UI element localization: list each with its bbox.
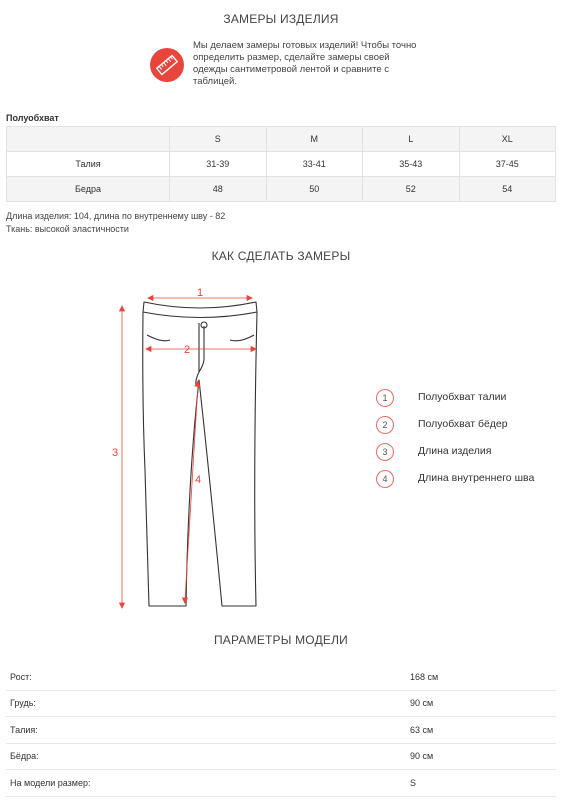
inseam-measure-arrow-bottom bbox=[183, 598, 188, 603]
table-cell: 37-45 bbox=[459, 152, 556, 177]
model-param-label: На модели размер: bbox=[6, 770, 409, 797]
size-header-row bbox=[7, 127, 556, 152]
table-row bbox=[6, 690, 556, 717]
table-row bbox=[6, 717, 556, 744]
legend-number: 1 bbox=[376, 389, 394, 407]
legend-number: 3 bbox=[376, 443, 394, 461]
table-cell: 52 bbox=[363, 177, 460, 202]
model-title: ПАРАМЕТРЫ МОДЕЛИ bbox=[213, 633, 349, 647]
size-table-label: Полуобхват bbox=[6, 113, 59, 123]
table-row bbox=[6, 743, 556, 770]
marker-3: 3 bbox=[112, 447, 119, 459]
marker-4: 4 bbox=[195, 474, 202, 486]
marker-2: 2 bbox=[184, 344, 191, 356]
legend-label: Полуобхват бёдер bbox=[418, 418, 508, 430]
model-param-value: S bbox=[409, 770, 556, 797]
size-header-cell: XL bbox=[459, 127, 556, 152]
pants-diagram bbox=[100, 280, 280, 620]
measuring-tape-icon bbox=[150, 48, 184, 82]
inseam-measure-line bbox=[185, 384, 198, 600]
table-cell: 48 bbox=[170, 177, 267, 202]
size-table bbox=[6, 126, 556, 202]
table-row bbox=[6, 770, 556, 797]
model-param-value: 90 см bbox=[409, 690, 556, 717]
pants-waistband bbox=[143, 302, 257, 318]
legend-label: Длина внутреннего шва bbox=[418, 472, 535, 484]
row-label: Талия bbox=[7, 152, 170, 177]
legend-number: 4 bbox=[376, 470, 394, 488]
waist-measure-arrow-left bbox=[148, 296, 153, 301]
hip-measure-arrow-right bbox=[251, 347, 256, 352]
model-param-label: Грудь: bbox=[6, 690, 409, 717]
length-note: Длина изделия: 104, длина по внутреннему шву - 82 bbox=[6, 211, 226, 221]
pants-outline bbox=[143, 312, 257, 606]
size-header-empty bbox=[7, 127, 170, 152]
pants-pocket-left bbox=[147, 335, 170, 341]
length-measure-arrow-top bbox=[120, 306, 125, 311]
table-cell: 33-41 bbox=[266, 152, 363, 177]
intro-line: Мы делаем замеры готовых изделий! Чтобы точно bbox=[193, 40, 417, 51]
table-cell: 54 bbox=[459, 177, 556, 202]
fabric-note: Ткань: высокой эластичности bbox=[6, 224, 129, 234]
intro-text bbox=[193, 40, 433, 88]
table-row bbox=[6, 664, 556, 690]
table-cell: 50 bbox=[266, 177, 363, 202]
model-param-value: 63 см bbox=[409, 717, 556, 744]
intro-line: определить размер, сделайте замеры своей bbox=[193, 52, 390, 63]
intro-line: одежды сантиметровой лентой и сравните с bbox=[193, 64, 390, 75]
page-title: ЗАМЕРЫ ИЗДЕЛИЯ bbox=[223, 12, 339, 26]
legend-number: 2 bbox=[376, 416, 394, 434]
length-measure-arrow-bottom bbox=[120, 603, 125, 608]
marker-1: 1 bbox=[197, 287, 204, 299]
model-param-label: Талия: bbox=[6, 717, 409, 744]
table-cell: 31-39 bbox=[170, 152, 267, 177]
size-header-cell: L bbox=[363, 127, 460, 152]
pants-fly bbox=[196, 323, 199, 386]
size-header-cell: M bbox=[266, 127, 363, 152]
intro-line: таблицей. bbox=[193, 76, 237, 87]
pants-pocket-right bbox=[230, 335, 254, 341]
row-label: Бедра bbox=[7, 177, 170, 202]
model-param-value: 90 см bbox=[409, 743, 556, 770]
model-param-label: Бёдра: bbox=[6, 743, 409, 770]
size-header-cell: S bbox=[170, 127, 267, 152]
legend-label: Длина изделия bbox=[418, 445, 492, 457]
table-row bbox=[7, 152, 556, 177]
howto-title: КАК СДЕЛАТЬ ЗАМЕРЫ bbox=[211, 249, 351, 263]
hip-measure-arrow-left bbox=[146, 347, 151, 352]
waist-measure-arrow-right bbox=[247, 296, 252, 301]
model-table bbox=[6, 664, 556, 797]
model-param-value: 168 см bbox=[409, 664, 556, 690]
legend-label: Полуобхват талии bbox=[418, 391, 507, 403]
table-row bbox=[7, 177, 556, 202]
table-cell: 35-43 bbox=[363, 152, 460, 177]
model-param-label: Рост: bbox=[6, 664, 409, 690]
